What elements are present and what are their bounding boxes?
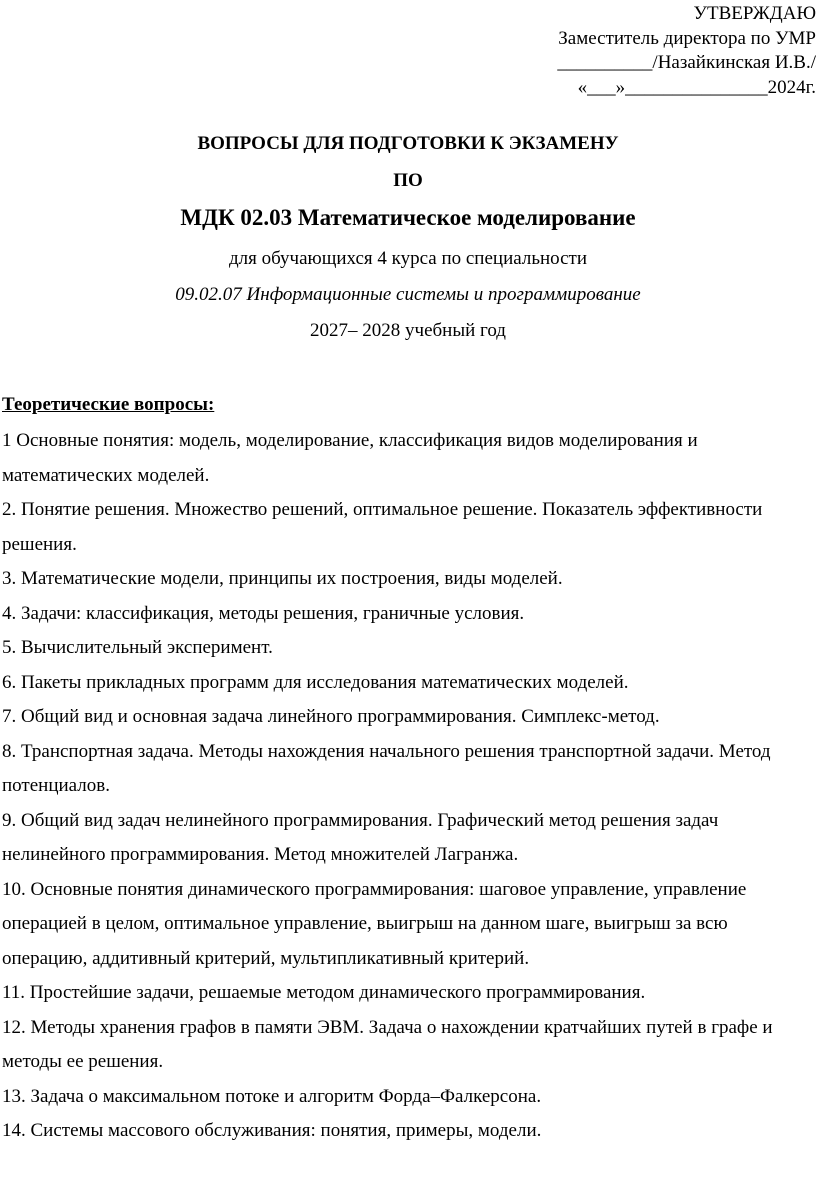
- question-item: 7. Общий вид и основная задача линейного программирования. Симплекс-метод.: [2, 706, 660, 727]
- question-item: 3. Математические модели, принципы их построения, виды моделей.: [2, 568, 563, 589]
- question-item: 5. Вычислительный эксперимент.: [2, 637, 273, 658]
- question-item: 9. Общий вид задач нелинейного программирования. Графический метод решения задач нелинейного программирования. Метод множителей Лагранжа.: [2, 809, 719, 865]
- question-item: 12. Методы хранения графов в памяти ЭВМ. Задача о нахождении кратчайших путей в графе и методы ее решения.: [2, 1016, 773, 1072]
- approval-block: [486, 2, 816, 100]
- audience-line: для обучающихся 4 курса по специальности: [228, 248, 588, 269]
- question-item: 14. Системы массового обслуживания: понятия, примеры, модели.: [2, 1120, 542, 1141]
- question-item: 11. Простейшие задачи, решаемые методом динамического программирования.: [2, 982, 646, 1003]
- question-item: 1 Основные понятия: модель, моделирование, классификация видов моделирования и математических моделей.: [2, 430, 698, 486]
- question-item: 6. Пакеты прикладных программ для исследования математических моделей.: [2, 671, 629, 693]
- document-title-preposition: ПО: [393, 170, 423, 191]
- academic-year: 2027– 2028 учебный год: [310, 320, 506, 341]
- document-title: ВОПРОСЫ ДЛЯ ПОДГОТОВКИ К ЭКЗАМЕНУ: [197, 133, 619, 154]
- approval-title: УТВЕРЖДАЮ: [693, 3, 816, 24]
- section-title: Теоретические вопросы:: [2, 394, 215, 415]
- approval-signature-line: __________/Назайкинская И.В./: [557, 52, 816, 73]
- specialty-line: 09.02.07 Информационные системы и программирование: [175, 284, 641, 305]
- question-item: 2. Понятие решения. Множество решений, оптимальное решение. Показатель эффективности решения.: [2, 499, 763, 555]
- approval-date-line: «___»_______________2024г.: [577, 76, 816, 98]
- question-item: 10. Основные понятия динамического программирования: шаговое управление, управление операцией в целом, оптимальное управление, выигрыш на данном шаге, выигрыш за всю операцию, аддитивный критерий, мультипликативный критерий.: [2, 878, 747, 969]
- question-list: [2, 424, 814, 1149]
- question-item: 4. Задачи: классификация, методы решения, граничные условия.: [2, 602, 525, 624]
- question-item: 13. Задача о максимальном потоке и алгоритм Форда–Фалкерсона.: [2, 1085, 542, 1107]
- question-item: 8. Транспортная задача. Методы нахождения начального решения транспортной задачи. Метод потенциалов.: [2, 740, 771, 796]
- approval-position: Заместитель директора по УМР: [558, 27, 816, 49]
- course-title: МДК 02.03 Математическое моделирование: [180, 205, 636, 230]
